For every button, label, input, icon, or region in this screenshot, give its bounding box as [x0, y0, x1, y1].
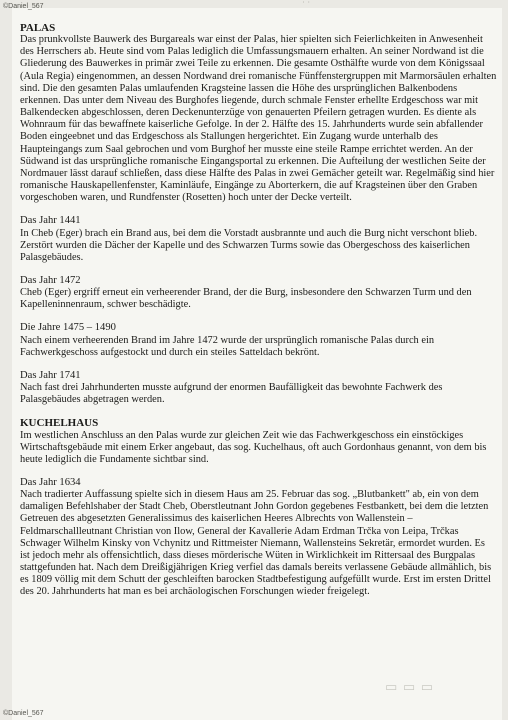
document-body [20, 22, 497, 599]
palas-text: Das prunkvollste Bauwerk des Burgareals war einst der Palas, hier spielten sich Feierlichkeiten in Anwesenheit des Herrschers ab. Heute sind vom Palas lediglich die Umfassungsmauern erhalten. An seiner Nordwand ist die Gliederung des Bauwerkes in primär zwei Teile zu erkennen. Die gesamte Osthälfte wurde von dem Königssaal (Aula Regia) eingenommen, an dessen Nordwand drei romanische Fünffenstergruppen mit Marmorsäulen erhalten sind. Die den gesamten Palas umlaufenden Kragsteine lassen die Höhe des ursprünglichen Balkenbodens erkennen. Das unter dem Niveau des Burghofes liegende, durch schmale Fenster erhellte Erdgeschoss war mit Balkendecken abgeschlossen, deren Deckenunterzüge von genauerten Pfeilern getragen wurden. Es diente als Wohnraum für das bewaffnete kaiserliche Gefolge. In der 2. Hälfte des 15. Jahrhunderts wurde sein abfallender Boden eingeebnet und das Erdgeschoss als Stallungen hergerichtet. Ein Zugang wurde unterhalb des Haupteingangs zum Saal gebrochen und vom Burghof her musste eine steile Rampe errichtet werden. An der Südwand ist das ursprüngliche romanische Eingangsportal zu erkennen. Die Aufteilung der westlichen Seite der Nordmauer lässt darauf schließen, dass diese Hälfte des Palas in zwei Gemächer geteilt war. Regelmäßig sind hier romanische Hauskapellenfenster, Kaminläufe, Eingänge zu Aborterkern, die auf Kragsteinen über den Graben vorgeschoben waren, und Rundfenster (Rosetten) hoch unter der Decke verteilt. [20, 34, 497, 204]
palas-title: PALAS [20, 22, 56, 34]
section-1441-text: In Cheb (Eger) brach ein Brand aus, bei dem die Vorstadt ausbrannte und auch die Burg nicht verschont blieb. Zerstört wurden die Dächer der Kapelle und des Schwarzen Turms sowie das Obergeschoss des kaiserlichen Palasgebäudes. [20, 227, 478, 263]
section-1741-heading: Das Jahr 1741 [20, 369, 81, 381]
watermark-stamp: ▭ ▭ ▭ [385, 679, 435, 694]
section-1441-heading: Das Jahr 1441 [20, 215, 81, 227]
section-1472-text: Cheb (Eger) ergriff erneut ein verheerender Brand, der die Burg, insbesondere den Schwarzen Turm und den Kapelleninnenraum, schwer beschädigte. [20, 287, 472, 311]
kuchelhaus-text: Im westlichen Anschluss an den Palas wurde zur gleichen Zeit wie das Fachwerkgeschoss ein einstöckiges Wirtschaftsgebäude mit einem Erker angebaut, das sog. Kuchelhaus, oft auch Gordonhaus genannt, von dem bis heute lediglich die Fundamente sichtbar sind. [20, 429, 487, 465]
section-1475-heading: Die Jahre 1475 – 1490 [20, 322, 116, 334]
kuchelhaus-title: KUCHELHAUS [20, 417, 99, 430]
watermark-top: ©Daniel_567 [3, 3, 44, 10]
section-1472-heading: Das Jahr 1472 [20, 274, 81, 286]
watermark-bottom: ©Daniel_567 [3, 710, 44, 717]
section-1634-heading: Das Jahr 1634 [20, 477, 81, 488]
section-1634-text: Nach tradierter Auffassung spielte sich in diesem Haus am 25. Februar das sog. „Blutbankett" ab, ein von dem damaligen Befehlshaber der Stadt Cheb, Oberstleutnant John Gordon gegebenes Festbankett, bei dem die letzten Getreuen des abgesetzten Generalissimus des kaiserlichen Heeres Albrechts von Wallenstein – Feldmarschallleutnant Christian von Ilow, General der Kavallerie Adam Erdman Trčka von Leipa, Trčkas Schwager Wilhelm Kinsky von Vchynitz und Rittmeister Niemann, Wallensteins Sekretär, ermordet wurden. Es ist jedoch mehr als offensichtlich, dass dieses mörderische Wüten in Wirklichkeit im Rittersaal des Burgpalas stattgefunden hat. Nach dem Dreißigjährigen Krieg verfiel das damals bereits verlassene Gebäude allmählich, bis es 1809 völlig mit dem Schutt der geschleiften barocken Stadtbefestigung aufgefüllt wurde. Erst im ersten Drittel des 20. Jahrhunderts hat man es bei archäologischen Forschungen wieder freigelegt. [20, 489, 492, 598]
section-1475-text: Nach einem verheerenden Brand im Jahre 1472 wurde der ursprünglich romanische Palas durch ein Fachwerkgeschoss aufgestockt und durch ein steiles Satteldach bekrönt. [20, 334, 435, 358]
section-1741-text: Nach fast drei Jahrhunderten musste aufgrund der enormen Baufälligkeit das bewohnte Fachwerk des Palasgebäudes abgetragen werden. [20, 382, 443, 406]
pencil-mark: ˙ ʾ [302, 0, 311, 10]
